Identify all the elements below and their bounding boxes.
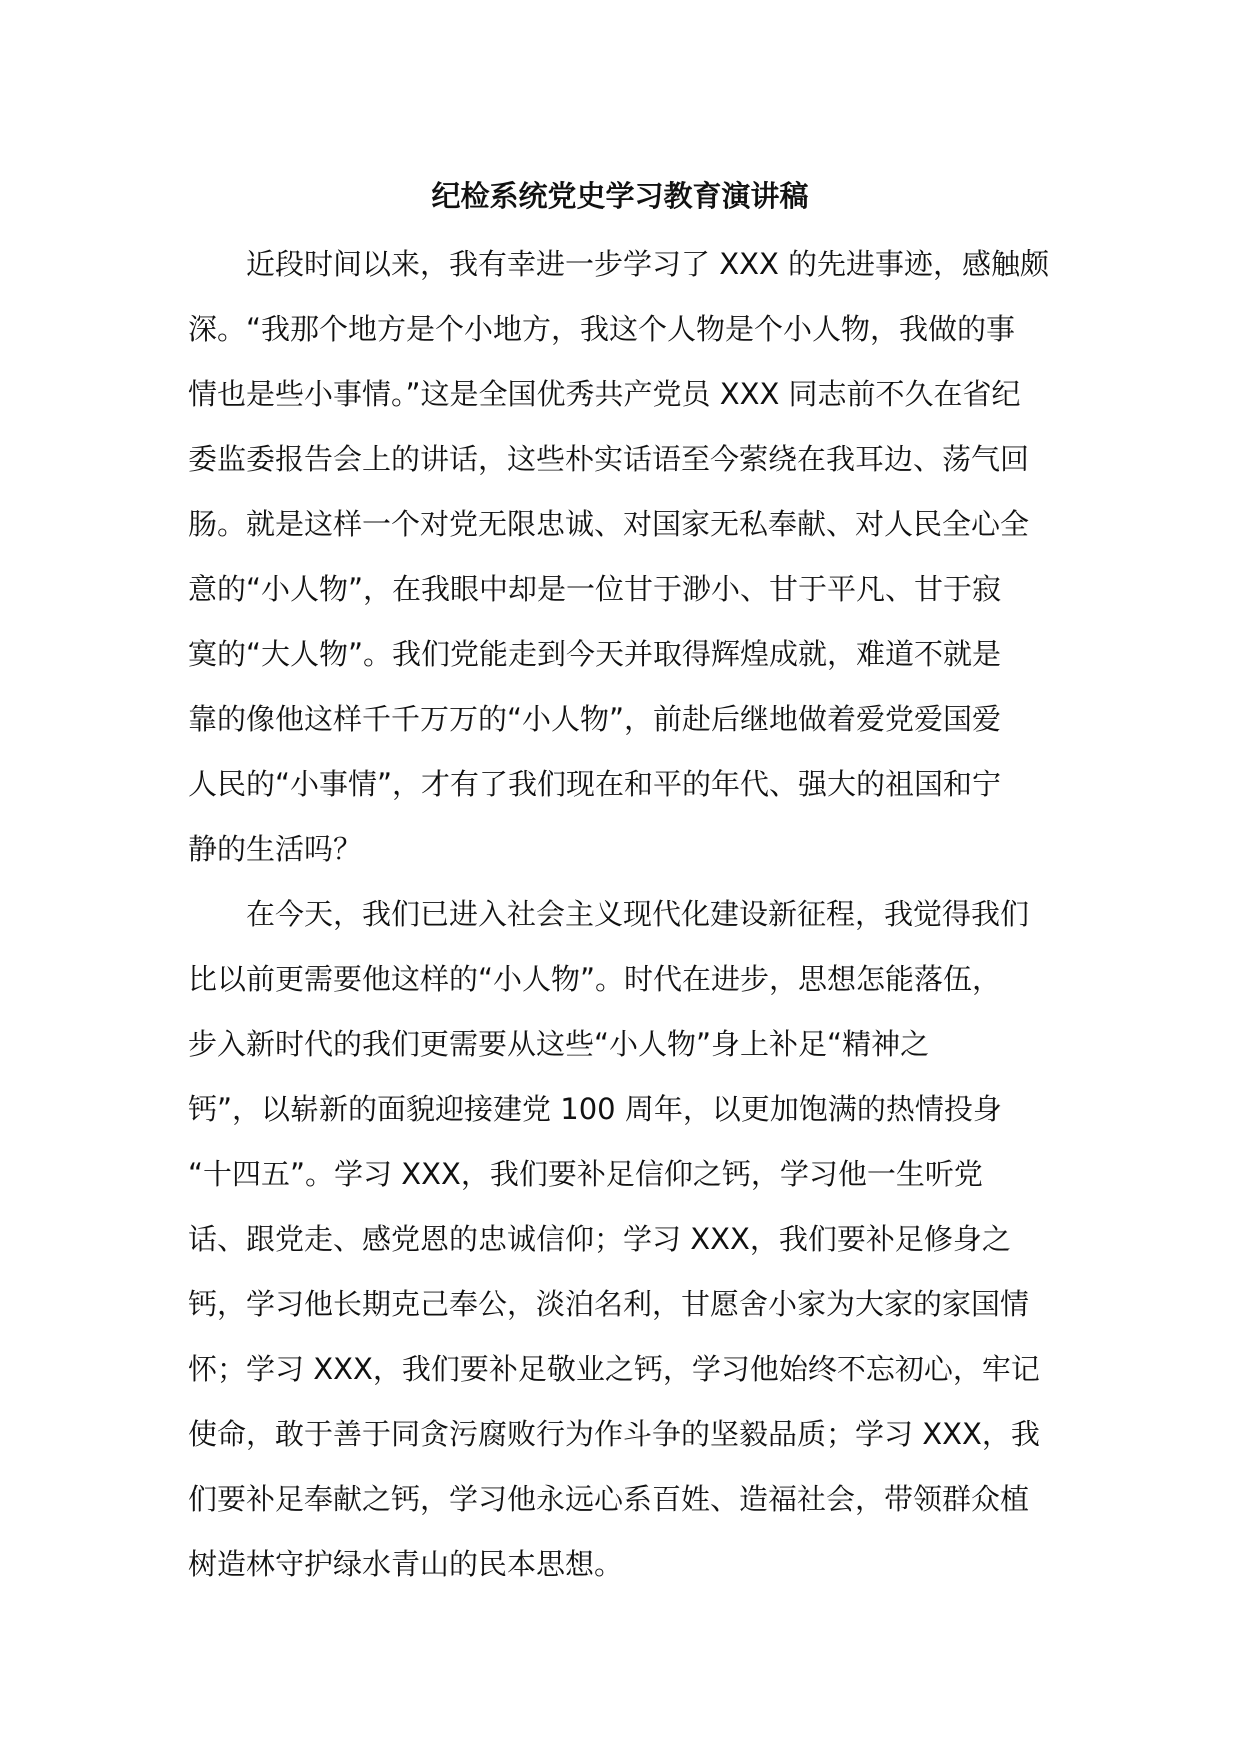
paragraph-line: 情也是些小事情。”这是全国优秀共产党员 XXX 同志前不久在省纪 [188, 377, 1021, 411]
paragraph-line: 怀；学习 XXX，我们要补足敬业之钙，学习他始终不忘初心，牢记 [188, 1352, 1040, 1386]
paragraph-line: 意的“小人物”，在我眼中却是一位甘于渺小、甘于平凡、甘于寂 [188, 572, 1002, 606]
paragraph-line: 人民的“小事情”，才有了我们现在和平的年代、强大的祖国和宁 [188, 767, 1002, 801]
paragraph-line: 钙”，以崭新的面貌迎接建党 100 周年，以更加饱满的热情投身 [188, 1092, 1002, 1126]
paragraph-line: 步入新时代的我们更需要从这些“小人物”身上补足“精神之 [188, 1027, 930, 1061]
paragraph-line: 比以前更需要他这样的“小人物”。时代在进步，思想怎能落伍， [188, 962, 1002, 996]
paragraph-line: 话、跟党走、感党恩的忠诚信仰；学习 XXX，我们要补足修身之 [188, 1222, 1011, 1256]
paragraph-line: 肠。就是这样一个对党无限忠诚、对国家无私奉献、对人民全心全 [188, 507, 1030, 541]
paragraph-line: 使命，敢于善于同贪污腐败行为作斗争的坚毅品质；学习 XXX，我 [188, 1417, 1040, 1451]
paragraph-line: 寞的“大人物”。我们党能走到今天并取得辉煌成就，难道不就是 [188, 637, 1002, 671]
paragraph-line: 树造林守护绿水青山的民本思想。 [188, 1547, 624, 1581]
paragraph-2 [188, 882, 1058, 1597]
paragraph-line: 近段时间以来，我有幸进一步学习了 XXX 的先进事迹，感触颇 [246, 247, 1050, 281]
paragraph-line: 钙，学习他长期克己奉公，淡泊名利，甘愿舍小家为大家的家国情 [188, 1287, 1030, 1321]
paragraph-line: 在今天，我们已进入社会主义现代化建设新征程，我觉得我们 [246, 897, 1030, 931]
paragraph-1 [188, 232, 1058, 882]
paragraph-line: 委监委报告会上的讲话，这些朴实话语至今萦绕在我耳边、荡气回 [188, 442, 1030, 476]
paragraph-line: 们要补足奉献之钙，学习他永远心系百姓、造福社会，带领群众植 [188, 1482, 1030, 1516]
paragraph-line: 深。“我那个地方是个小地方，我这个人物是个小人物，我做的事 [188, 312, 1016, 346]
paragraph-line: 靠的像他这样千千万万的“小人物”，前赴后继地做着爱党爱国爱 [188, 702, 1002, 736]
paragraph-line: 静的生活吗？ [188, 832, 363, 866]
document-title: 纪检系统党史学习教育演讲稿 [431, 179, 809, 213]
paragraph-line: “十四五”。学习 XXX，我们要补足信仰之钙，学习他一生听党 [188, 1157, 983, 1191]
